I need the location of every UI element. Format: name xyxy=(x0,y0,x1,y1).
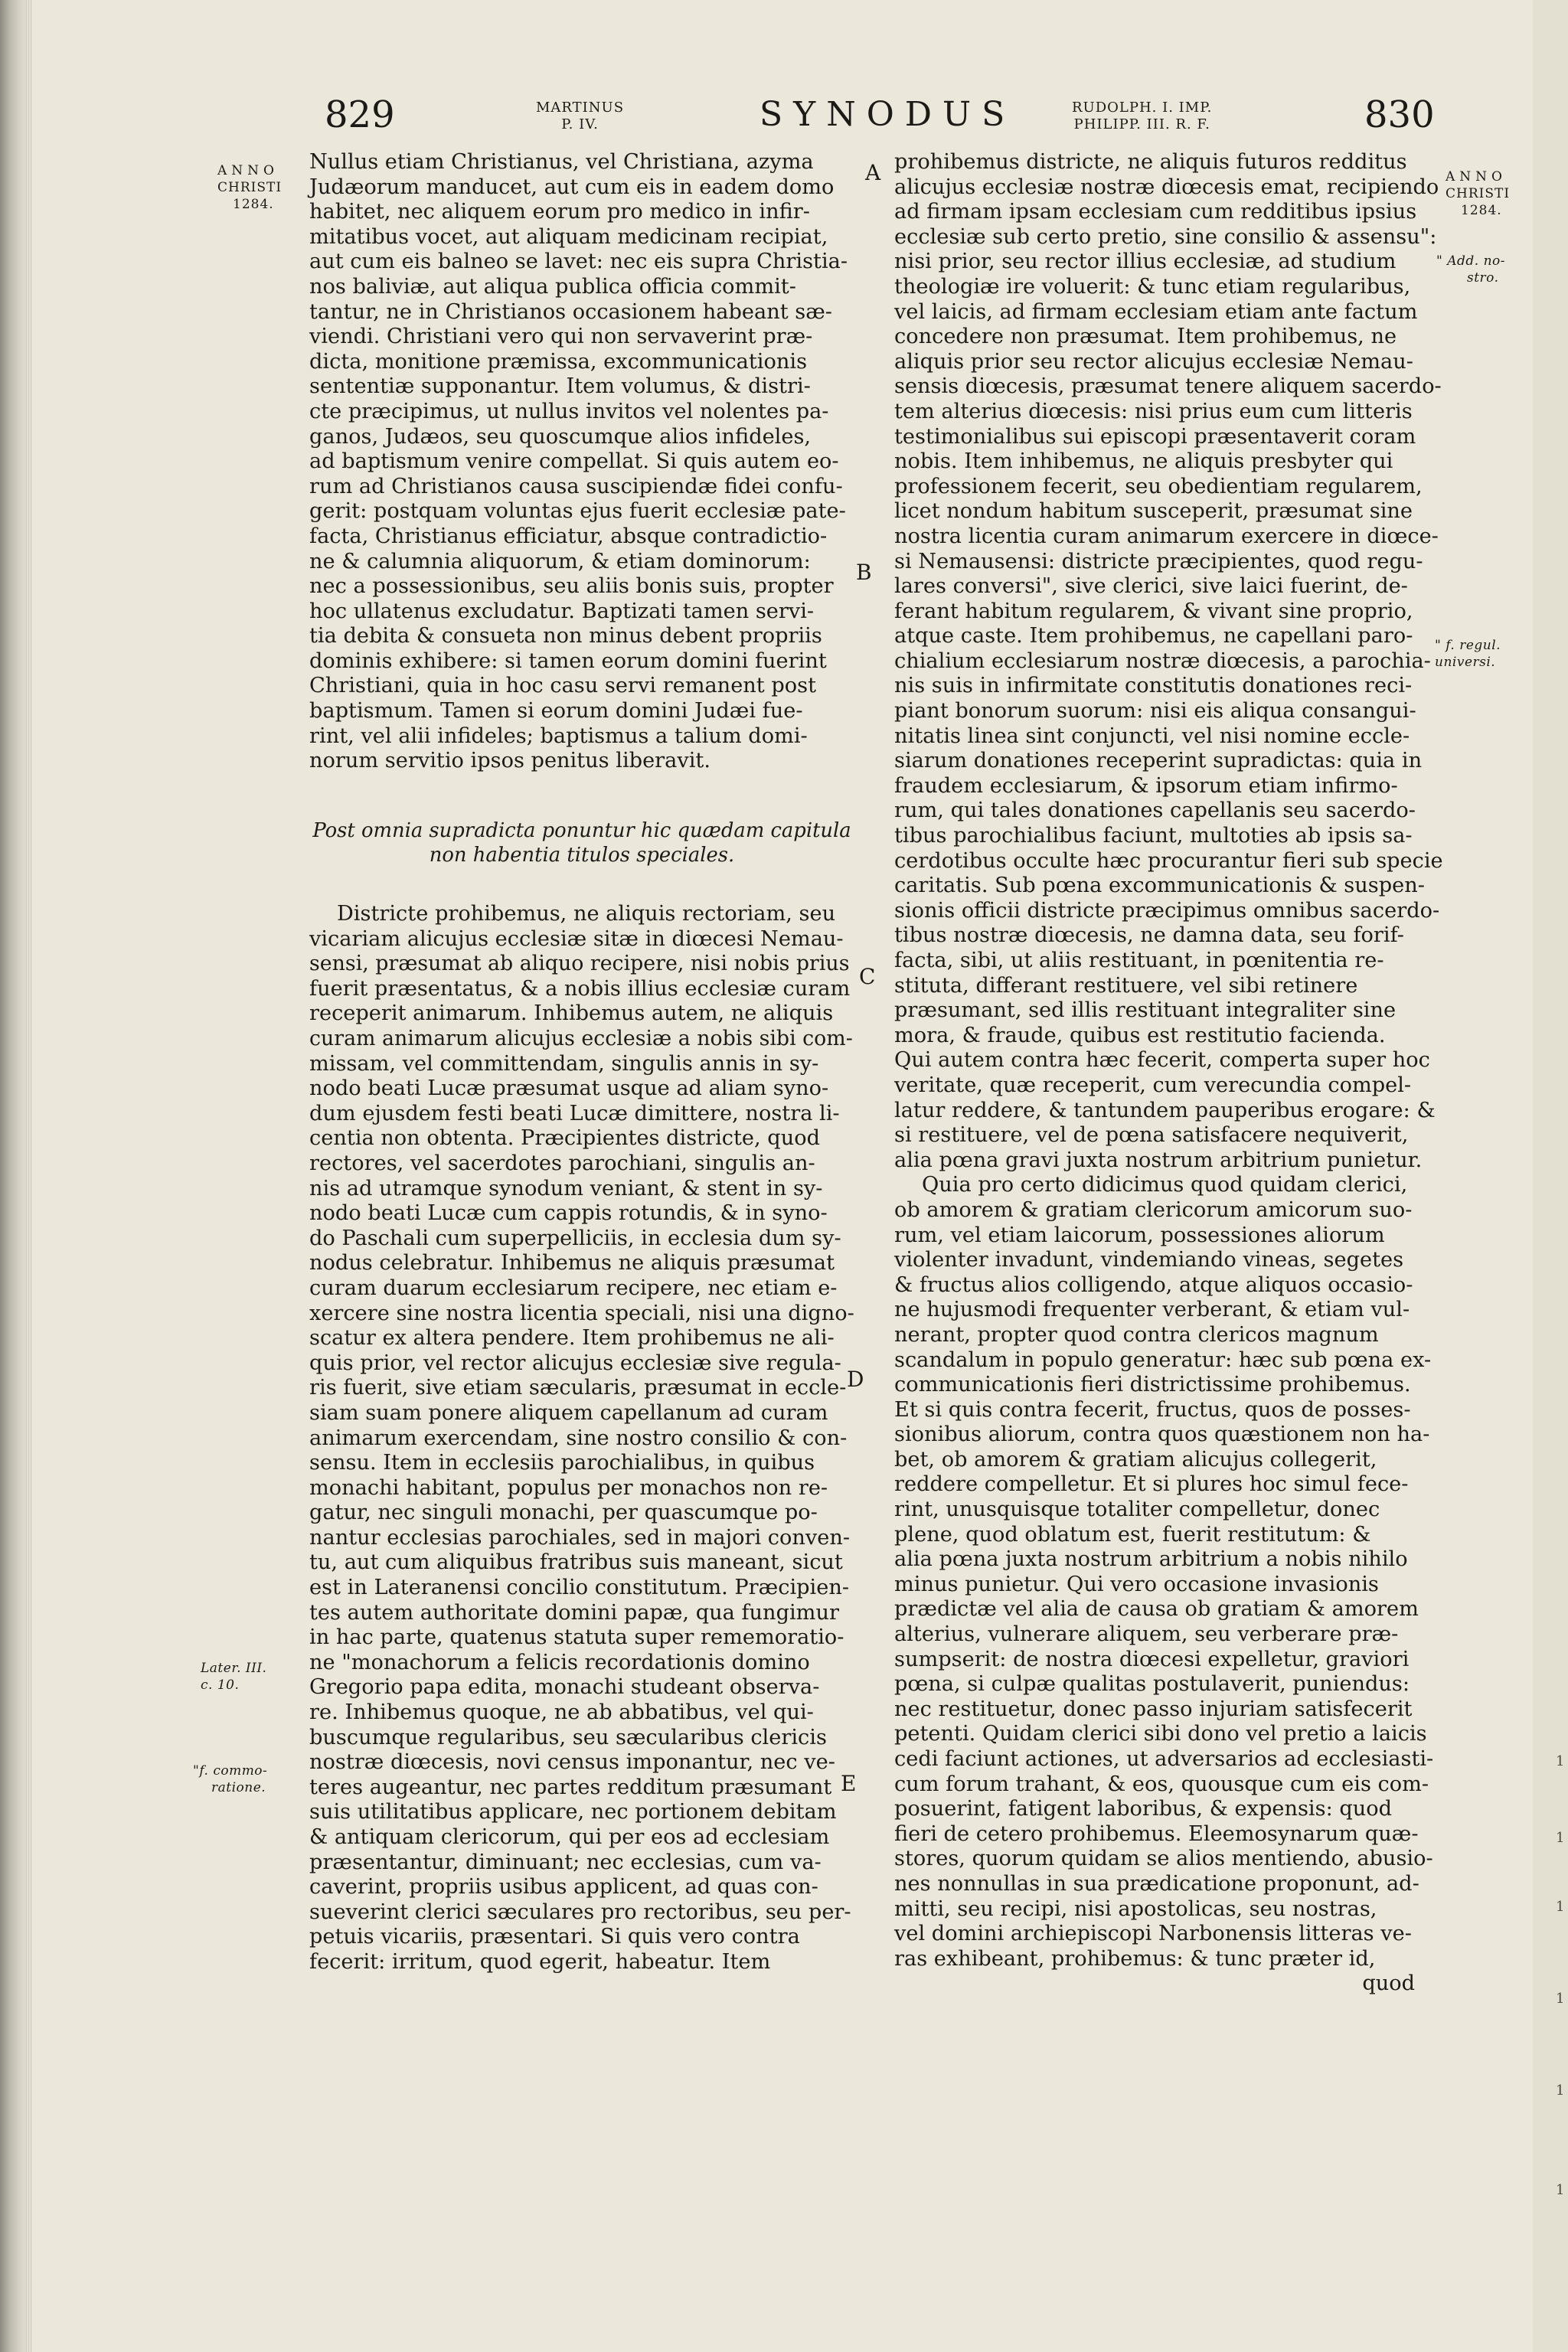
text-line: & antiquam clericorum, qui per eos ad ecclesiam xyxy=(309,1825,830,1849)
text-line: tu, aut cum aliquibus fratribus suis maneant, sicut xyxy=(309,1550,843,1575)
text-line: minus punietur. Qui vero occasione invasionis xyxy=(894,1572,1379,1596)
edge-mark: 1 xyxy=(1556,1899,1565,1915)
margin-note-line: " f. regul. xyxy=(1435,638,1501,653)
text-line: sententiæ supponantur. Item volumus, & distri- xyxy=(309,374,811,399)
paragraph-quia xyxy=(894,1173,1446,1971)
text-line: rectores, vel sacerdotes parochiani, singulis an- xyxy=(309,1151,815,1175)
text-line: nitatis linea sint conjuncti, vel nisi nomine eccle- xyxy=(894,724,1410,748)
text-line: nis suis in infirmitate constitutis donationes reci- xyxy=(894,674,1413,698)
margin-note-line: ratione. xyxy=(211,1780,266,1795)
text-line: Et si quis contra fecerit, fructus, quos de posses- xyxy=(894,1397,1411,1422)
text-line: piant bonorum suorum: nisi eis aliqua consangui- xyxy=(894,699,1416,724)
text-line: ad baptismum venire compellat. Si quis autem eo- xyxy=(309,449,839,474)
margin-note-commoratione xyxy=(193,1762,267,1796)
left-text-column xyxy=(309,150,857,1975)
text-line: animarum exercendam, sine nostro consilio & con- xyxy=(309,1426,848,1450)
text-line: Districte prohibemus, ne aliquis rectoriam, seu xyxy=(337,902,836,926)
text-line: centia non obtenta. Præcipientes districte, quod xyxy=(309,1126,820,1151)
text-line: caverint, propriis usibus applicent, ad quas con- xyxy=(309,1875,818,1900)
page-title: SYNODUS xyxy=(760,95,1016,134)
text-line: præsentantur, diminuant; nec ecclesias, cum va- xyxy=(309,1850,822,1874)
paragraph-prohibemus xyxy=(894,150,1446,1173)
margin-note-line: "f. commo- xyxy=(193,1763,268,1779)
text-line: ferant habitum regularem, & vivant sine proprio, xyxy=(894,599,1413,623)
text-line: cte præcipimus, ut nullus invitos vel nolentes pa- xyxy=(309,399,829,423)
right-text-column xyxy=(894,150,1446,1997)
edge-mark: 1 xyxy=(1556,1753,1565,1769)
text-line: baptismum. Tamen si eorum domini Judæi fue- xyxy=(309,699,803,724)
text-line: tia debita & consueta non minus debent propriis xyxy=(309,624,822,648)
text-line: receperit animarum. Inhibemus autem, ne aliquis xyxy=(309,1001,834,1026)
section-letter-a: A xyxy=(865,160,881,185)
text-line: reddere compelletur. Et si plures hoc simul fece- xyxy=(894,1472,1409,1497)
text-line: do Paschali cum superpelliciis, in ecclesia dum sy- xyxy=(309,1226,841,1250)
text-line: testimonialibus sui episcopi præsentaverit coram xyxy=(894,424,1416,449)
margin-note-add xyxy=(1436,253,1505,286)
text-line: non habentia titulos speciales. xyxy=(429,844,735,867)
text-line: petuis vicariis, præsentari. Si quis vero contra xyxy=(309,1925,800,1949)
text-line: rum, qui tales donationes capellanis seu sacerdo- xyxy=(894,799,1416,823)
text-line: Nullus etiam Christianus, vel Christiana, azyma xyxy=(309,150,814,174)
text-line: nodo beati Lucæ præsumat usque ad aliam syno- xyxy=(309,1076,829,1101)
edge-mark: 1 xyxy=(1556,1991,1565,2007)
text-line: ras exhibeant, prohibemus: & tunc præter id, xyxy=(894,1946,1376,1971)
section-letter-c: C xyxy=(859,964,876,989)
text-line: bet, ob amorem & gratiam alicujus collegerit, xyxy=(894,1447,1377,1472)
text-line: alia pœna gravi juxta nostrum arbitrium punietur. xyxy=(894,1148,1423,1172)
text-line: si Nemausensi: districte præcipientes, quod regu- xyxy=(894,549,1423,573)
pope-number: P. IV. xyxy=(561,116,599,132)
text-line: licet nondum habitum susceperit, præsumat sine xyxy=(894,499,1413,524)
text-line: petenti. Quidam clerici sibi dono vel pretio a laicis xyxy=(894,1722,1427,1746)
book-spine-shadow xyxy=(0,0,26,2352)
text-line: professionem fecerit, seu obedientiam regularem, xyxy=(894,474,1423,498)
text-line: suis utilitatibus applicare, nec portionem debitam xyxy=(309,1800,837,1824)
text-line: ecclesiæ sub certo pretio, sine consilio & assensu": xyxy=(894,224,1437,249)
text-line: est in Lateranensi concilio constitutum. Præcipien- xyxy=(309,1576,850,1600)
text-line: nerant, propter quod contra clericos magnum xyxy=(894,1322,1379,1347)
text-line: tem alterius diœcesis: nisi prius eum cum litteris xyxy=(894,399,1413,423)
text-line: gatur, nec singuli monachi, per quascumque po- xyxy=(309,1501,818,1525)
section-heading xyxy=(309,818,854,868)
text-line: dum ejusdem festi beati Lucæ dimittere, nostra li- xyxy=(309,1101,840,1125)
text-line: stores, quorum quidam se alios mentiendo, abusio- xyxy=(894,1847,1433,1871)
section-gap xyxy=(309,868,854,902)
text-line: Judæorum manducet, aut cum eis in eadem domo xyxy=(309,175,835,199)
text-line: fuerit præsentatus, & a nobis illius ecclesiæ curam xyxy=(309,976,851,1001)
margin-anno: ANNO xyxy=(1446,169,1507,185)
text-line: stituta, differant restituere, vel sibi retinere xyxy=(894,973,1358,998)
text-line: & fructus alios colligendo, atque aliquos occasio- xyxy=(894,1272,1413,1297)
margin-note-line: " Add. no- xyxy=(1436,253,1505,269)
text-line: sionibus aliorum, contra quos quæstionem non ha- xyxy=(894,1423,1430,1447)
text-line: rum, vel etiam laicorum, possessiones aliorum xyxy=(894,1223,1385,1247)
text-line: ob amorem & gratiam clericorum amicorum suo- xyxy=(894,1197,1413,1222)
text-line: buscumque regularibus, seu sæcularibus clericis xyxy=(309,1725,827,1749)
margin-note-line: c. 10. xyxy=(201,1677,240,1693)
text-line: rum ad Christianos causa suscipiendæ fidei confu- xyxy=(309,474,843,498)
text-line: dominis exhibere: si tamen eorum domini fuerint xyxy=(309,648,827,673)
rulers-heading xyxy=(1072,100,1212,133)
left-page-number: 829 xyxy=(325,93,395,136)
text-line: tibus parochialibus faciunt, multoties ab ipsis sa- xyxy=(894,824,1413,848)
text-line: nodo beati Lucæ cum cappis rotundis, & in syno- xyxy=(309,1201,828,1226)
text-line: alterius, vulnerare aliquem, seu verberare præ- xyxy=(894,1622,1399,1647)
text-line: Christiani, quia in hoc casu servi remanent post xyxy=(309,674,817,698)
text-line: curam animarum alicujus ecclesiæ a nobis sibi com- xyxy=(309,1027,853,1050)
section-letter-b: B xyxy=(856,560,872,585)
text-line: facta, Christianus efficiatur, absque contradictio- xyxy=(309,524,828,548)
text-line: Gregorio papa edita, monachi studeant observa- xyxy=(309,1675,820,1700)
text-line: nis ad utramque synodum veniant, & stent in sy- xyxy=(309,1176,823,1200)
text-line: monachi habitant, populus per monachos non re- xyxy=(309,1475,828,1500)
margin-year: 1284. xyxy=(1461,203,1502,218)
text-line: cum forum trahant, & eos, quousque cum eis com- xyxy=(894,1772,1429,1796)
catchword: quod xyxy=(1362,1971,1415,1996)
text-line: mitti, seu recipi, nisi apostolicas, seu nostras, xyxy=(894,1896,1377,1921)
text-line: rint, vel alii infideles; baptismus a talium domi- xyxy=(309,724,808,748)
section-letter-d: D xyxy=(847,1367,864,1392)
text-line: caritatis. Sub pœna excommunicationis & suspen- xyxy=(894,874,1425,898)
pope-heading xyxy=(536,100,624,133)
text-line: chialium ecclesiarum nostræ diœcesis, a parochia- xyxy=(894,648,1431,673)
text-line: tibus nostræ diœcesis, ne damna data, seu forif- xyxy=(894,923,1404,948)
text-line: aut cum eis balneo se lavet: nec eis supra Christia- xyxy=(309,250,848,274)
text-line: veritate, quæ receperit, cum verecundia compel- xyxy=(894,1073,1412,1097)
paragraph-jews xyxy=(309,150,854,774)
right-page-number: 830 xyxy=(1364,93,1435,136)
text-line: tantur, ne in Christianos occasionem habeant sæ- xyxy=(309,299,832,324)
text-line: tes autem authoritate domini papæ, qua fungimur xyxy=(309,1600,839,1625)
margin-note-line: universi. xyxy=(1435,655,1496,670)
text-line: habitet, nec aliquem eorum pro medico in infir- xyxy=(309,200,810,224)
text-line: theologiæ ire voluerit: & tunc etiam regularibus, xyxy=(894,274,1411,299)
text-line: in hac parte, quatenus statuta super rememoratio- xyxy=(309,1625,844,1650)
text-line: viendi. Christiani vero qui non servaverint præ- xyxy=(309,325,813,349)
text-line: nobis. Item inhibemus, ne aliquis presbyter qui xyxy=(894,449,1393,474)
text-line: prædictæ vel alia de causa ob gratiam & amorem xyxy=(894,1597,1419,1622)
margin-note-line: Later. III. xyxy=(201,1661,267,1676)
page-edge-lines xyxy=(26,0,32,2352)
text-line: vel domini archiepiscopi Narbonensis litteras ve- xyxy=(894,1922,1412,1946)
text-line: pœna, si culpæ qualitas postulaverit, puniendus: xyxy=(894,1672,1410,1697)
text-line: mitatibus vocet, aut aliquam medicinam recipiat, xyxy=(309,224,828,249)
text-line: ris fuerit, sive etiam sæcularis, præsumat in eccle- xyxy=(309,1376,847,1400)
text-line: atque caste. Item prohibemus, ne capellani paro- xyxy=(894,624,1413,648)
margin-year-right xyxy=(1446,168,1510,219)
text-line: scandalum in populo generatur: hæc sub pœna ex- xyxy=(894,1348,1432,1372)
text-line: nisi prior, seu rector illius ecclesiæ, ad studium xyxy=(894,250,1396,274)
text-line: quis prior, vel rector alicujus ecclesiæ sive regula- xyxy=(309,1351,841,1375)
text-line: aliquis prior seu rector alicujus ecclesiæ Nemau- xyxy=(894,349,1413,374)
text-line: ad firmam ipsam ecclesiam cum redditibus ipsius xyxy=(894,200,1417,224)
text-line: alia pœna juxta nostrum arbitrium a nobis nihilo xyxy=(894,1547,1408,1572)
text-line: vicariam alicujus ecclesiæ sitæ in diœcesi Nemau- xyxy=(309,926,844,951)
text-line: sionis officii districte præcipimus omnibus sacerdo- xyxy=(894,898,1440,923)
text-line: alicujus ecclesiæ nostræ diœcesis emat, recipiendo xyxy=(894,175,1439,199)
text-line: missam, vel committendam, singulis annis in sy- xyxy=(309,1051,819,1076)
text-line: ne & calumnia aliquorum, & etiam dominorum: xyxy=(309,549,811,573)
text-line: præsumant, sed illis restituant integraliter sine xyxy=(894,998,1396,1023)
text-line: re. Inhibemus quoque, ne ab abbatibus, vel qui- xyxy=(309,1700,814,1725)
edge-mark: 1 xyxy=(1556,2182,1565,2198)
text-line: sumpserit: de nostra diœcesi expelletur, graviori xyxy=(894,1647,1410,1671)
text-line: Qui autem contra hæc fecerit, comperta super hoc xyxy=(894,1048,1430,1073)
text-line: plene, quod oblatum est, fuerit restitutum: & xyxy=(894,1522,1371,1547)
text-line: sensu. Item in ecclesiis parochialibus, in quibus xyxy=(309,1451,815,1475)
text-line: norum servitio ipsos penitus liberavit. xyxy=(309,749,710,773)
text-line: ne hujusmodi frequenter verberant, & etiam vul- xyxy=(894,1298,1410,1322)
text-line: rint, unusquisque totaliter compelletur, donec xyxy=(894,1498,1380,1522)
text-line: posuerint, fatigent laboribus, & expensis: quod xyxy=(894,1797,1393,1821)
text-line: nostræ diœcesis, novi census imponantur, nec ve- xyxy=(309,1750,835,1775)
text-line: hoc ullatenus excludatur. Baptizati tamen servi- xyxy=(309,599,815,623)
text-line: concedere non præsumat. Item prohibemus, ne xyxy=(894,325,1397,349)
margin-christi: CHRISTI xyxy=(217,180,283,195)
text-line: nec restituetur, donec passo injuriam satisfecerit xyxy=(894,1697,1413,1721)
text-line: violenter invadunt, vindemiando vineas, segetes xyxy=(894,1248,1404,1272)
margin-christi: CHRISTI xyxy=(1446,186,1511,201)
text-line: cerdotibus occulte hæc procurantur fieri sub specie xyxy=(894,848,1443,873)
margin-anno: ANNO xyxy=(217,163,279,178)
text-line: dicta, monitione præmissa, excommunicationis xyxy=(309,349,808,374)
text-line: siarum donationes receperint supradictas: quia in xyxy=(894,749,1423,773)
text-line: vel laicis, ad firmam ecclesiam etiam ante factum xyxy=(894,299,1418,324)
text-line: nec a possessionibus, seu aliis bonis suis, propter xyxy=(309,574,834,599)
margin-note-line: stro. xyxy=(1467,270,1499,286)
text-line: facta, sibi, ut aliis restituant, in pœnitentia re- xyxy=(894,949,1384,972)
edge-mark: 1 xyxy=(1556,1830,1565,1846)
text-line: ganos, Judæos, seu quoscumque alios infideles, xyxy=(309,424,812,449)
king-name: PHILIPP. III. R. F. xyxy=(1073,116,1210,132)
text-line: nes nonnullas in sua prædicatione proponunt, ad- xyxy=(894,1871,1419,1896)
text-line: ne "monachorum a felicis recordationis domino xyxy=(309,1650,810,1674)
text-line: xercere sine nostra licentia speciali, nisi una digno- xyxy=(309,1301,854,1325)
margin-note-lateran xyxy=(201,1660,266,1694)
text-line: lares conversi", sive clerici, sive laici fuerint, de- xyxy=(894,574,1408,599)
text-line: nantur ecclesias parochiales, sed in majori conven- xyxy=(309,1525,851,1550)
paragraph-districte xyxy=(309,902,857,1975)
section-gap xyxy=(309,774,854,818)
text-line: fieri de cetero prohibemus. Eleemosynarum quæ- xyxy=(894,1821,1419,1846)
pope-name: MARTINUS xyxy=(536,100,625,116)
text-line: si restituere, vel de pœna satisfacere nequiverit, xyxy=(894,1123,1409,1148)
text-line: sensis diœcesis, præsumat tenere aliquem sacerdo- xyxy=(894,374,1442,399)
text-line: Post omnia supradicta ponuntur hic quædam capitula xyxy=(312,818,851,842)
section-letter-e: E xyxy=(841,1771,857,1796)
text-line: fecerit: irritum, quod egerit, habeatur. Item xyxy=(309,1949,771,1974)
text-line: gerit: postquam voluntas ejus fuerit ecclesiæ pate- xyxy=(309,499,846,524)
text-line: nostra licentia curam animarum exercere in diœce- xyxy=(894,524,1439,548)
text-line: sueverint clerici sæculares pro rectoribus, seu per- xyxy=(309,1900,851,1924)
text-line: prohibemus districte, ne aliquis futuros redditus xyxy=(894,150,1407,174)
text-line: scatur ex altera pendere. Item prohibemus ne ali- xyxy=(309,1326,835,1351)
margin-year: 1284. xyxy=(233,197,274,212)
margin-year-left xyxy=(217,162,282,213)
text-line: latur reddere, & tantundem pauperibus erogare: & xyxy=(894,1098,1436,1122)
text-line: teres augeantur, nec partes redditum præsumant xyxy=(309,1775,832,1799)
text-line: cedi faciunt actiones, ut adversarios ad ecclesiasti- xyxy=(894,1747,1434,1771)
text-line: siam suam ponere aliquem capellanum ad curam xyxy=(309,1400,828,1425)
edge-mark: 1 xyxy=(1556,2082,1565,2099)
text-line: Quia pro certo didicimus quod quidam clerici, xyxy=(922,1173,1408,1197)
text-line: nos baliviæ, aut aliqua publica officia commit- xyxy=(309,274,796,299)
text-line: mora, & fraude, quibus est restitutio facienda. xyxy=(894,1023,1386,1047)
text-line: nodus celebratur. Inhibemus ne aliquis præsumat xyxy=(309,1251,835,1276)
text-line: sensi, præsumat ab aliquo recipere, nisi nobis prius xyxy=(309,952,850,976)
emperor-name: RUDOLPH. I. IMP. xyxy=(1072,100,1213,116)
text-line: communicationis fieri districtissime prohibemus. xyxy=(894,1373,1411,1397)
text-line: fraudem ecclesiarum, & ipsorum etiam infirmo- xyxy=(894,773,1398,798)
text-line: curam duarum ecclesiarum recipere, nec etiam e- xyxy=(309,1276,838,1300)
